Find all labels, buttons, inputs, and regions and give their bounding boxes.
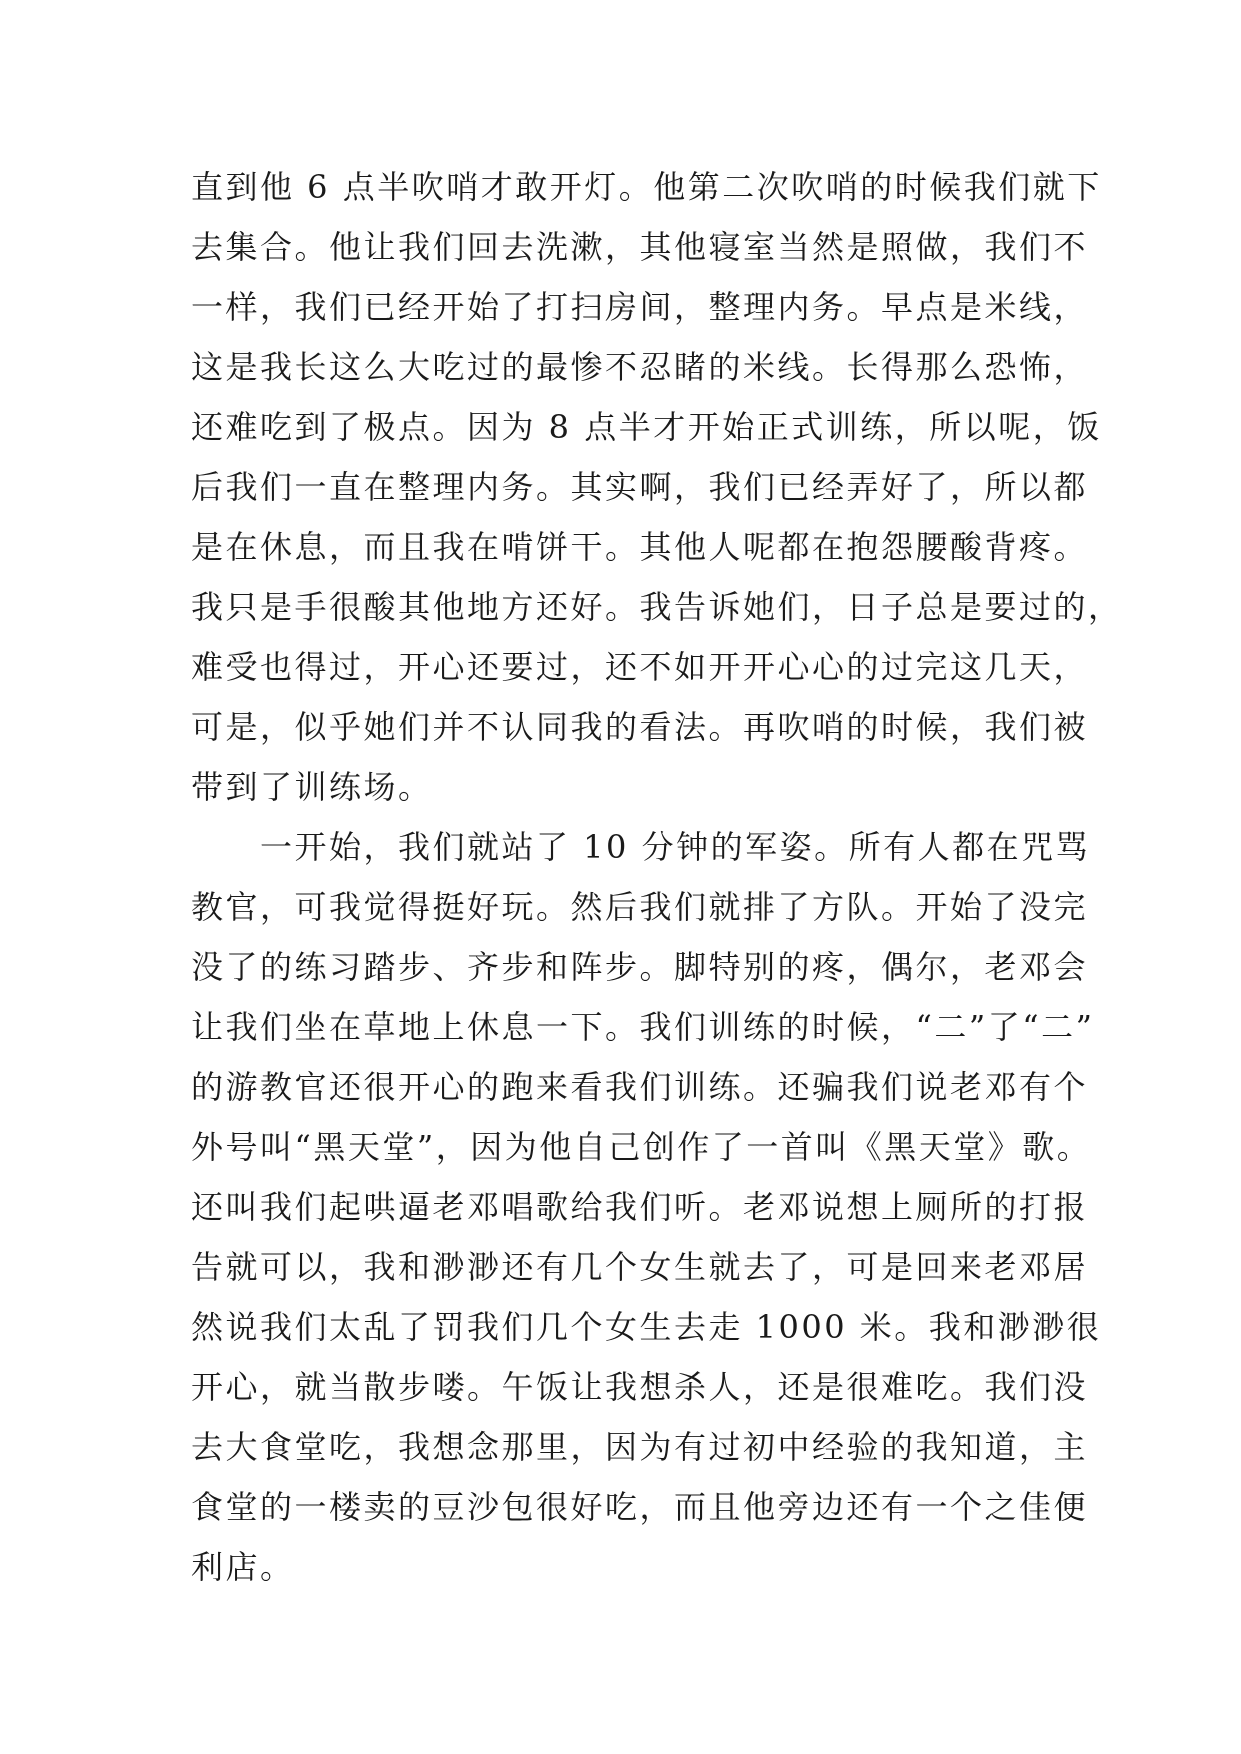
paragraph-2 <box>191 817 1102 1597</box>
text-line: 让我们坐在草地上休息一下。我们训练的时候，“二”了“二” <box>191 1008 1095 1046</box>
text-line-indented: 一开始，我们就站了 10 分钟的军姿。所有人都在咒骂 <box>260 828 1091 866</box>
text-line: 可是，似乎她们并不认同我的看法。再吹哨的时候，我们被 <box>191 708 1089 746</box>
text-line: 开心，就当散步喽。午饭让我想杀人，还是很难吃。我们没 <box>191 1368 1089 1406</box>
text-line: 我只是手很酸其他地方还好。我告诉她们，日子总是要过的， <box>191 588 1123 626</box>
text-line: 没了的练习踏步、齐步和阵步。脚特别的疼，偶尔，老邓会 <box>191 948 1089 986</box>
text-line: 的游教官还很开心的跑来看我们训练。还骗我们说老邓有个 <box>191 1068 1089 1106</box>
text-line: 去大食堂吃，我想念那里，因为有过初中经验的我知道，主 <box>191 1428 1089 1466</box>
text-line: 一样，我们已经开始了打扫房间，整理内务。早点是米线， <box>191 288 1089 326</box>
text-line: 直到他 6 点半吹哨才敢开灯。他第二次吹哨的时候我们就下 <box>191 168 1102 206</box>
text-line: 食堂的一楼卖的豆沙包很好吃，而且他旁边还有一个之佳便 <box>191 1488 1089 1526</box>
paragraph-1 <box>191 157 1123 817</box>
text-line: 去集合。他让我们回去洗漱，其他寝室当然是照做，我们不 <box>191 228 1089 266</box>
text-line: 利店。 <box>191 1548 295 1586</box>
document-body <box>191 157 1123 1597</box>
text-line: 这是我长这么大吃过的最惨不忍睹的米线。长得那么恐怖， <box>191 348 1089 386</box>
text-line: 带到了训练场。 <box>191 768 433 806</box>
text-line: 教官，可我觉得挺好玩。然后我们就排了方队。开始了没完 <box>191 888 1089 926</box>
text-line: 后我们一直在整理内务。其实啊，我们已经弄好了，所以都 <box>191 468 1089 506</box>
text-line: 是在休息，而且我在啃饼干。其他人呢都在抱怨腰酸背疼。 <box>191 528 1089 566</box>
text-line: 还叫我们起哄逼老邓唱歌给我们听。老邓说想上厕所的打报 <box>191 1188 1089 1226</box>
text-line: 然说我们太乱了罚我们几个女生去走 1000 米。我和渺渺很 <box>191 1308 1102 1346</box>
text-line: 外号叫“黑天堂”，因为他自己创作了一首叫《黑天堂》歌。 <box>191 1128 1092 1166</box>
text-line: 还难吃到了极点。因为 8 点半才开始正式训练，所以呢，饭 <box>191 408 1102 446</box>
text-line: 告就可以，我和渺渺还有几个女生就去了，可是回来老邓居 <box>191 1248 1089 1286</box>
text-line: 难受也得过，开心还要过，还不如开开心心的过完这几天， <box>191 648 1089 686</box>
